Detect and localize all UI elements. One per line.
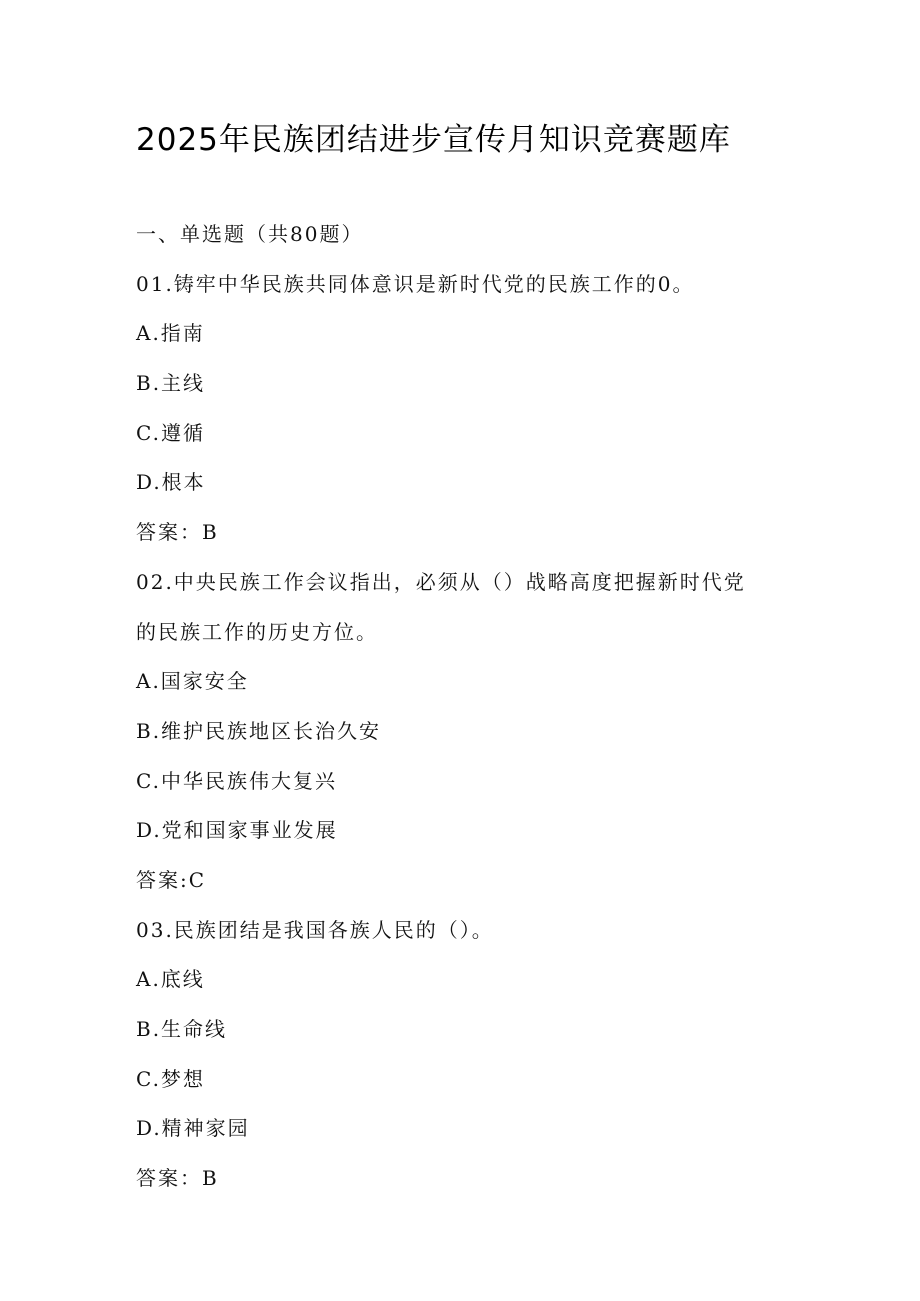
answer-line: 答案：B xyxy=(136,1166,219,1191)
option-d: D.精神家园 xyxy=(136,1116,250,1141)
option-b: B.维护民族地区长治久安 xyxy=(136,718,382,743)
answer-line: 答案:C xyxy=(136,867,207,892)
question-stem-continuation: 的民族工作的历史方位。 xyxy=(136,619,378,644)
option-c: C.遵循 xyxy=(136,420,205,445)
question-block xyxy=(136,906,786,1204)
answer-line: 答案：B xyxy=(136,520,219,545)
option-d: D.党和国家事业发展 xyxy=(136,818,338,843)
document-body xyxy=(136,210,786,1204)
question-stem: 02.中央民族工作会议指出，必须从（）战略高度把握新时代党 xyxy=(136,569,746,594)
option-c: C.梦想 xyxy=(136,1066,205,1091)
option-a: A.底线 xyxy=(136,967,205,992)
question-stem: 01.铸牢中华民族共同体意识是新时代党的民族工作的0。 xyxy=(136,271,695,296)
question-stem: 03.民族团结是我国各族人民的（）。 xyxy=(136,917,494,942)
section-heading: 一、单选题（共80题） xyxy=(136,222,364,246)
option-a: A.指南 xyxy=(136,321,205,346)
option-d: D.根本 xyxy=(136,470,206,495)
option-a: A.国家安全 xyxy=(136,669,249,694)
option-b: B.生命线 xyxy=(136,1017,228,1041)
question-block xyxy=(136,558,786,906)
document-title: 2025年民族团结进步宣传月知识竞赛题库 xyxy=(136,122,731,158)
option-c: C.中华民族伟大复兴 xyxy=(136,768,337,793)
question-block xyxy=(136,260,786,558)
option-b: B.主线 xyxy=(136,371,206,396)
